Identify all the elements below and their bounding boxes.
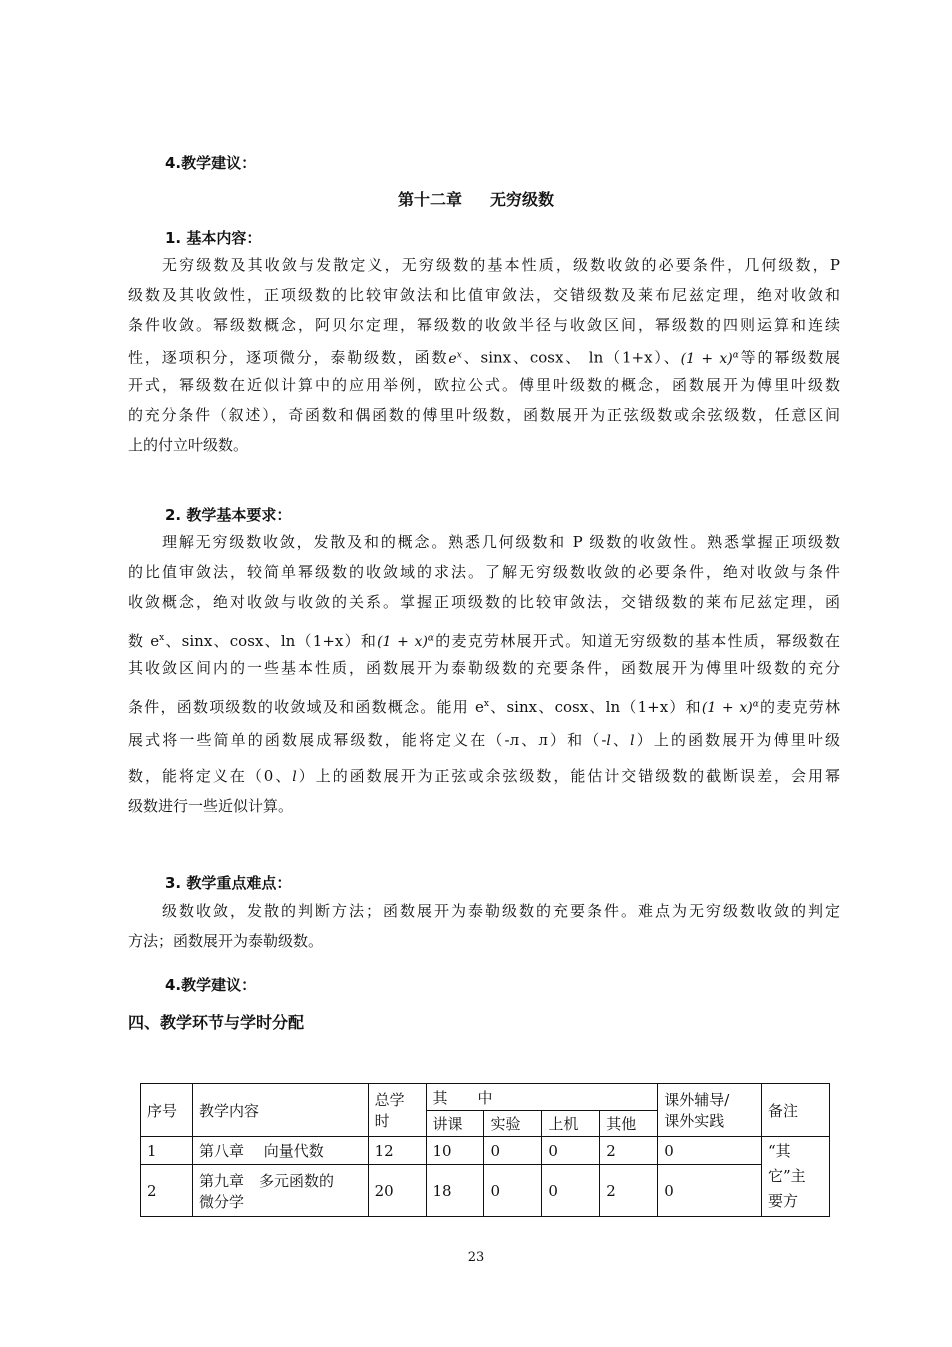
s1-line: 条件收敛。幂级数概念，阿贝尔定理，幂级数的收敛半径与收敛区间，幂级数的四则运算和连续 — [128, 316, 840, 334]
chapter-number: 第十二章 — [397, 190, 462, 209]
s2-line-formula: 条件，函数项级数的收敛域及和函数概念。能用 $e^x$、sinx、cosx、ln（1+x）和$(1 + x)^\alpha$的麦克劳林 — [128, 698, 840, 716]
s2-line-formula: 数 $e^x$、sinx、cosx、ln（1+x）和$(1 + x)^\alpha$的麦克劳林展开式。知道无穷级数的基本性质，幂级数在 — [128, 632, 840, 650]
s2-line: 收敛概念，绝对收敛与收敛的关系。掌握正项级数的比较审敛法，交错级数的莱布尼兹定理，函 — [128, 593, 840, 611]
hours-table — [140, 1083, 830, 1217]
s1-line: 的充分条件（叙述），奇函数和偶函数的傅里叶级数，函数展开为正弦级数或余弦级数，任意区间 — [128, 406, 840, 424]
cell-no: 2 — [141, 1165, 193, 1217]
s2-line-formula: 数，能将定义在（0、l）上的函数展开为正弦或余弦级数，能估计交错级数的截断误差，会用幂 — [128, 767, 840, 785]
col-header-no: 序号 — [141, 1084, 193, 1137]
section-1-heading: 1. 基本内容： — [165, 229, 262, 247]
s2-line: 其收敛区间内的一些基本性质，函数展开为泰勒级数的充要条件，函数展开为傅里叶级数的充分 — [128, 659, 840, 677]
s1-line: 级数及其收敛性，正项级数的比较审敛法和比值审敛法，交错级数及莱布尼兹定理，绝对收敛和 — [128, 286, 840, 304]
s1-text: 性，逐项积分，逐项微分，泰勒级数，函数 — [128, 348, 449, 367]
s2-line: 级数进行一些近似计算。 — [128, 797, 294, 815]
cell-lecture: 18 — [426, 1165, 484, 1217]
teaching-suggestion-heading-top: 4.教学建议： — [165, 154, 257, 172]
cell-lecture: 10 — [426, 1137, 484, 1165]
cell-note: “其 它”主 要方 — [762, 1137, 830, 1217]
section-3-body — [128, 896, 840, 956]
chapter-name: 无穷级数 — [490, 190, 555, 209]
table-header-row — [141, 1084, 830, 1111]
cell-content: 第八章 向量代数 — [192, 1137, 368, 1165]
col-header-note: 备注 — [762, 1084, 830, 1137]
exp-formula: $e^x$ — [448, 350, 462, 367]
s1-line-formula — [128, 340, 840, 370]
cell-computer: 0 — [542, 1165, 600, 1217]
cell-lab: 0 — [484, 1165, 542, 1217]
cell-computer: 0 — [542, 1137, 600, 1165]
col-header-content: 教学内容 — [192, 1084, 368, 1137]
teaching-suggestion-heading: 4.教学建议： — [165, 976, 257, 994]
section-2-body — [128, 527, 840, 821]
s1-line: 上的付立叶级数。 — [128, 436, 249, 454]
section-1-body — [128, 250, 840, 460]
cell-other: 2 — [600, 1165, 658, 1217]
section-4-title: 四、教学环节与学时分配 — [128, 1013, 305, 1032]
s3-line: 级数收敛，发散的判断方法；函数展开为泰勒级数的充要条件。难点为无穷级数收敛的判定 — [162, 902, 840, 920]
cell-hours: 20 — [368, 1165, 426, 1217]
s3-line: 方法；函数展开为泰勒级数。 — [128, 932, 324, 950]
binomial-formula: $(1 + x)^\alpha$ — [377, 633, 434, 650]
table-row — [141, 1165, 830, 1217]
s2-line-formula: 展式将一些简单的函数展成幂级数，能将定义在（-л、л）和（-l、l）上的函数展开为傅里叶级 — [128, 731, 840, 749]
chapter-title — [0, 187, 952, 210]
s1-text: 、sinx、cosx、 ln（1+x）、 — [461, 348, 681, 367]
cell-hours: 12 — [368, 1137, 426, 1165]
cell-no: 1 — [141, 1137, 193, 1165]
cell-extra: 0 — [658, 1137, 762, 1165]
cell-content: 第九章 多元函数的 微分学 — [192, 1165, 368, 1217]
col-header-computer: 上机 — [542, 1111, 600, 1137]
col-header-extra: 课外辅导/ 课外实践 — [658, 1084, 762, 1137]
ell-symbol: l — [292, 769, 297, 785]
col-header-lecture: 讲课 — [426, 1111, 484, 1137]
ell-symbol: l — [606, 733, 611, 749]
binomial-formula: $(1 + x)^\alpha$ — [680, 350, 739, 367]
table-row — [141, 1137, 830, 1165]
ell-symbol: l — [630, 733, 635, 749]
s2-line: 的比值审敛法，较简单幂级数的收敛域的求法。了解无穷级数收敛的必要条件，绝对收敛与条件 — [128, 563, 840, 581]
cell-other: 2 — [600, 1137, 658, 1165]
s1-text: 等的幂级数展 — [738, 348, 840, 367]
cell-extra: 0 — [658, 1165, 762, 1217]
col-header-hours: 总学 时 — [368, 1084, 426, 1137]
s1-line: 无穷级数及其收敛与发散定义，无穷级数的基本性质，级数收敛的必要条件，几何级数，P — [162, 256, 840, 274]
binomial-formula: $(1 + x)^\alpha$ — [701, 699, 759, 716]
col-header-lab: 实验 — [484, 1111, 542, 1137]
s2-line: 理解无穷级数收敛，发散及和的概念。熟悉几何级数和 P 级数的收敛性。熟悉掌握正项级数 — [162, 533, 840, 551]
page-number: 23 — [467, 1250, 485, 1265]
s1-line: 开式，幂级数在近似计算中的应用举例，欧拉公式。傅里叶级数的概念，函数展开为傅里叶级数 — [128, 376, 840, 394]
section-3-heading: 3. 教学重点难点： — [165, 874, 292, 892]
col-header-of-which: 其 中 — [426, 1084, 658, 1111]
cell-lab: 0 — [484, 1137, 542, 1165]
col-header-other: 其他 — [600, 1111, 658, 1137]
section-2-heading: 2. 教学基本要求： — [165, 506, 292, 524]
